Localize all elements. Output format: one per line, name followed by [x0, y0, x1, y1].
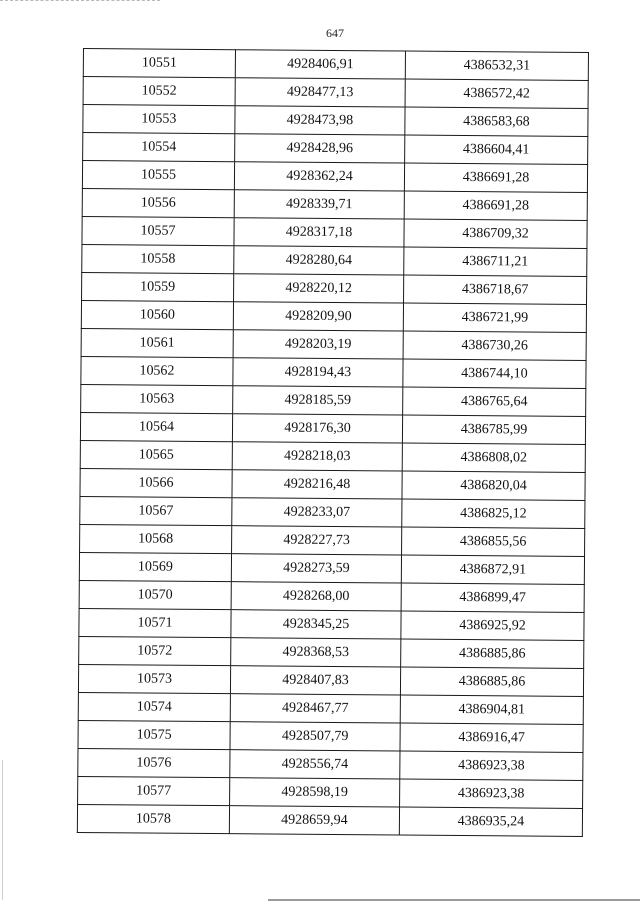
- point-number-cell: 10573: [78, 664, 230, 693]
- x-coordinate-cell: 4928220,12: [234, 274, 404, 303]
- table-row: [80, 440, 585, 472]
- coordinates-table-body: [77, 49, 588, 837]
- y-coordinate-cell: 4386825,12: [402, 499, 585, 528]
- table-row: [80, 524, 585, 556]
- table-row: [82, 244, 587, 276]
- y-coordinate-cell: 4386808,02: [402, 443, 585, 472]
- x-coordinate-cell: 4928368,53: [231, 638, 401, 667]
- point-number-cell: 10555: [82, 161, 234, 190]
- y-coordinate-cell: 4386916,47: [400, 723, 583, 752]
- y-coordinate-cell: 4386691,28: [404, 191, 587, 220]
- table-row: [81, 328, 586, 360]
- x-coordinate-cell: 4928406,91: [235, 50, 405, 79]
- table-row: [79, 636, 584, 668]
- point-number-cell: 10565: [80, 440, 232, 469]
- point-number-cell: 10570: [79, 580, 231, 609]
- table-row: [77, 804, 582, 836]
- point-number-cell: 10561: [81, 328, 233, 357]
- y-coordinate-cell: 4386718,67: [404, 275, 587, 304]
- x-coordinate-cell: 4928227,73: [232, 526, 402, 555]
- x-coordinate-cell: 4928273,59: [231, 554, 401, 583]
- point-number-cell: 10563: [81, 384, 233, 413]
- point-number-cell: 10568: [80, 524, 232, 553]
- point-number-cell: 10569: [79, 552, 231, 581]
- table-row: [82, 216, 587, 248]
- y-coordinate-cell: 4386765,64: [403, 387, 586, 416]
- table-row: [79, 552, 584, 584]
- table-row: [82, 188, 587, 220]
- y-coordinate-cell: 4386744,10: [403, 359, 586, 388]
- x-coordinate-cell: 4928233,07: [232, 498, 402, 527]
- point-number-cell: 10575: [78, 720, 230, 749]
- page-number: 647: [326, 26, 344, 40]
- point-number-cell: 10576: [78, 748, 230, 777]
- y-coordinate-cell: 4386885,86: [400, 667, 583, 696]
- y-coordinate-cell: 4386691,28: [404, 163, 587, 192]
- point-number-cell: 10567: [80, 496, 232, 525]
- x-coordinate-cell: 4928507,79: [230, 722, 400, 751]
- point-number-cell: 10558: [82, 244, 234, 273]
- table-row: [83, 133, 588, 165]
- x-coordinate-cell: 4928428,96: [235, 134, 405, 163]
- x-coordinate-cell: 4928194,43: [233, 358, 403, 387]
- x-coordinate-cell: 4928473,98: [235, 106, 405, 135]
- y-coordinate-cell: 4386923,38: [400, 779, 583, 808]
- x-coordinate-cell: 4928659,94: [229, 806, 399, 835]
- point-number-cell: 10551: [83, 49, 235, 78]
- coordinates-table: [77, 48, 589, 837]
- y-coordinate-cell: 4386532,31: [405, 51, 588, 80]
- x-coordinate-cell: 4928280,64: [234, 246, 404, 275]
- x-coordinate-cell: 4928317,18: [234, 218, 404, 247]
- point-number-cell: 10556: [82, 188, 234, 217]
- y-coordinate-cell: 4386872,91: [401, 555, 584, 584]
- point-number-cell: 10557: [82, 216, 234, 245]
- point-number-cell: 10566: [80, 468, 232, 497]
- table-row: [80, 468, 585, 500]
- y-coordinate-cell: 4386709,32: [404, 219, 587, 248]
- table-row: [82, 272, 587, 304]
- x-coordinate-cell: 4928209,90: [233, 302, 403, 331]
- table-row: [81, 356, 586, 388]
- x-coordinate-cell: 4928467,77: [230, 694, 400, 723]
- x-coordinate-cell: 4928218,03: [232, 442, 402, 471]
- x-coordinate-cell: 4928185,59: [233, 386, 403, 415]
- scan-edge-bottom: [268, 899, 640, 901]
- table-row: [78, 748, 583, 780]
- table-row: [82, 161, 587, 193]
- x-coordinate-cell: 4928203,19: [233, 330, 403, 359]
- x-coordinate-cell: 4928407,83: [230, 666, 400, 695]
- scan-edge-left: [2, 760, 3, 900]
- y-coordinate-cell: 4386583,68: [405, 107, 588, 136]
- table-row: [81, 300, 586, 332]
- point-number-cell: 10554: [83, 133, 235, 162]
- point-number-cell: 10571: [79, 608, 231, 637]
- y-coordinate-cell: 4386572,42: [405, 79, 588, 108]
- table-row: [81, 384, 586, 416]
- point-number-cell: 10574: [78, 692, 230, 721]
- y-coordinate-cell: 4386899,47: [401, 583, 584, 612]
- y-coordinate-cell: 4386604,41: [405, 135, 588, 164]
- point-number-cell: 10564: [80, 412, 232, 441]
- scan-edge-top: [0, 0, 160, 7]
- y-coordinate-cell: 4386711,21: [404, 247, 587, 276]
- point-number-cell: 10578: [77, 804, 229, 833]
- table-row: [78, 664, 583, 696]
- point-number-cell: 10572: [79, 636, 231, 665]
- x-coordinate-cell: 4928362,24: [234, 162, 404, 191]
- x-coordinate-cell: 4928556,74: [230, 750, 400, 779]
- x-coordinate-cell: 4928176,30: [232, 414, 402, 443]
- point-number-cell: 10560: [81, 300, 233, 329]
- x-coordinate-cell: 4928268,00: [231, 582, 401, 611]
- y-coordinate-cell: 4386721,99: [403, 303, 586, 332]
- table-row: [83, 49, 588, 81]
- point-number-cell: 10553: [83, 105, 235, 134]
- y-coordinate-cell: 4386925,92: [401, 611, 584, 640]
- point-number-cell: 10559: [82, 272, 234, 301]
- x-coordinate-cell: 4928477,13: [235, 78, 405, 107]
- table-row: [83, 105, 588, 137]
- table-row: [78, 776, 583, 808]
- x-coordinate-cell: 4928598,19: [230, 778, 400, 807]
- y-coordinate-cell: 4386855,56: [402, 527, 585, 556]
- table-row: [78, 692, 583, 724]
- x-coordinate-cell: 4928216,48: [232, 470, 402, 499]
- y-coordinate-cell: 4386820,04: [402, 471, 585, 500]
- point-number-cell: 10552: [83, 77, 235, 106]
- table-row: [79, 580, 584, 612]
- x-coordinate-cell: 4928345,25: [231, 610, 401, 639]
- y-coordinate-cell: 4386885,86: [401, 639, 584, 668]
- y-coordinate-cell: 4386785,99: [402, 415, 585, 444]
- y-coordinate-cell: 4386935,24: [399, 807, 582, 836]
- table-row: [78, 720, 583, 752]
- x-coordinate-cell: 4928339,71: [234, 190, 404, 219]
- y-coordinate-cell: 4386730,26: [403, 331, 586, 360]
- table-row: [80, 412, 585, 444]
- point-number-cell: 10562: [81, 356, 233, 385]
- table-row: [79, 608, 584, 640]
- y-coordinate-cell: 4386923,38: [400, 751, 583, 780]
- table-row: [83, 77, 588, 109]
- point-number-cell: 10577: [78, 776, 230, 805]
- y-coordinate-cell: 4386904,81: [400, 695, 583, 724]
- table-row: [80, 496, 585, 528]
